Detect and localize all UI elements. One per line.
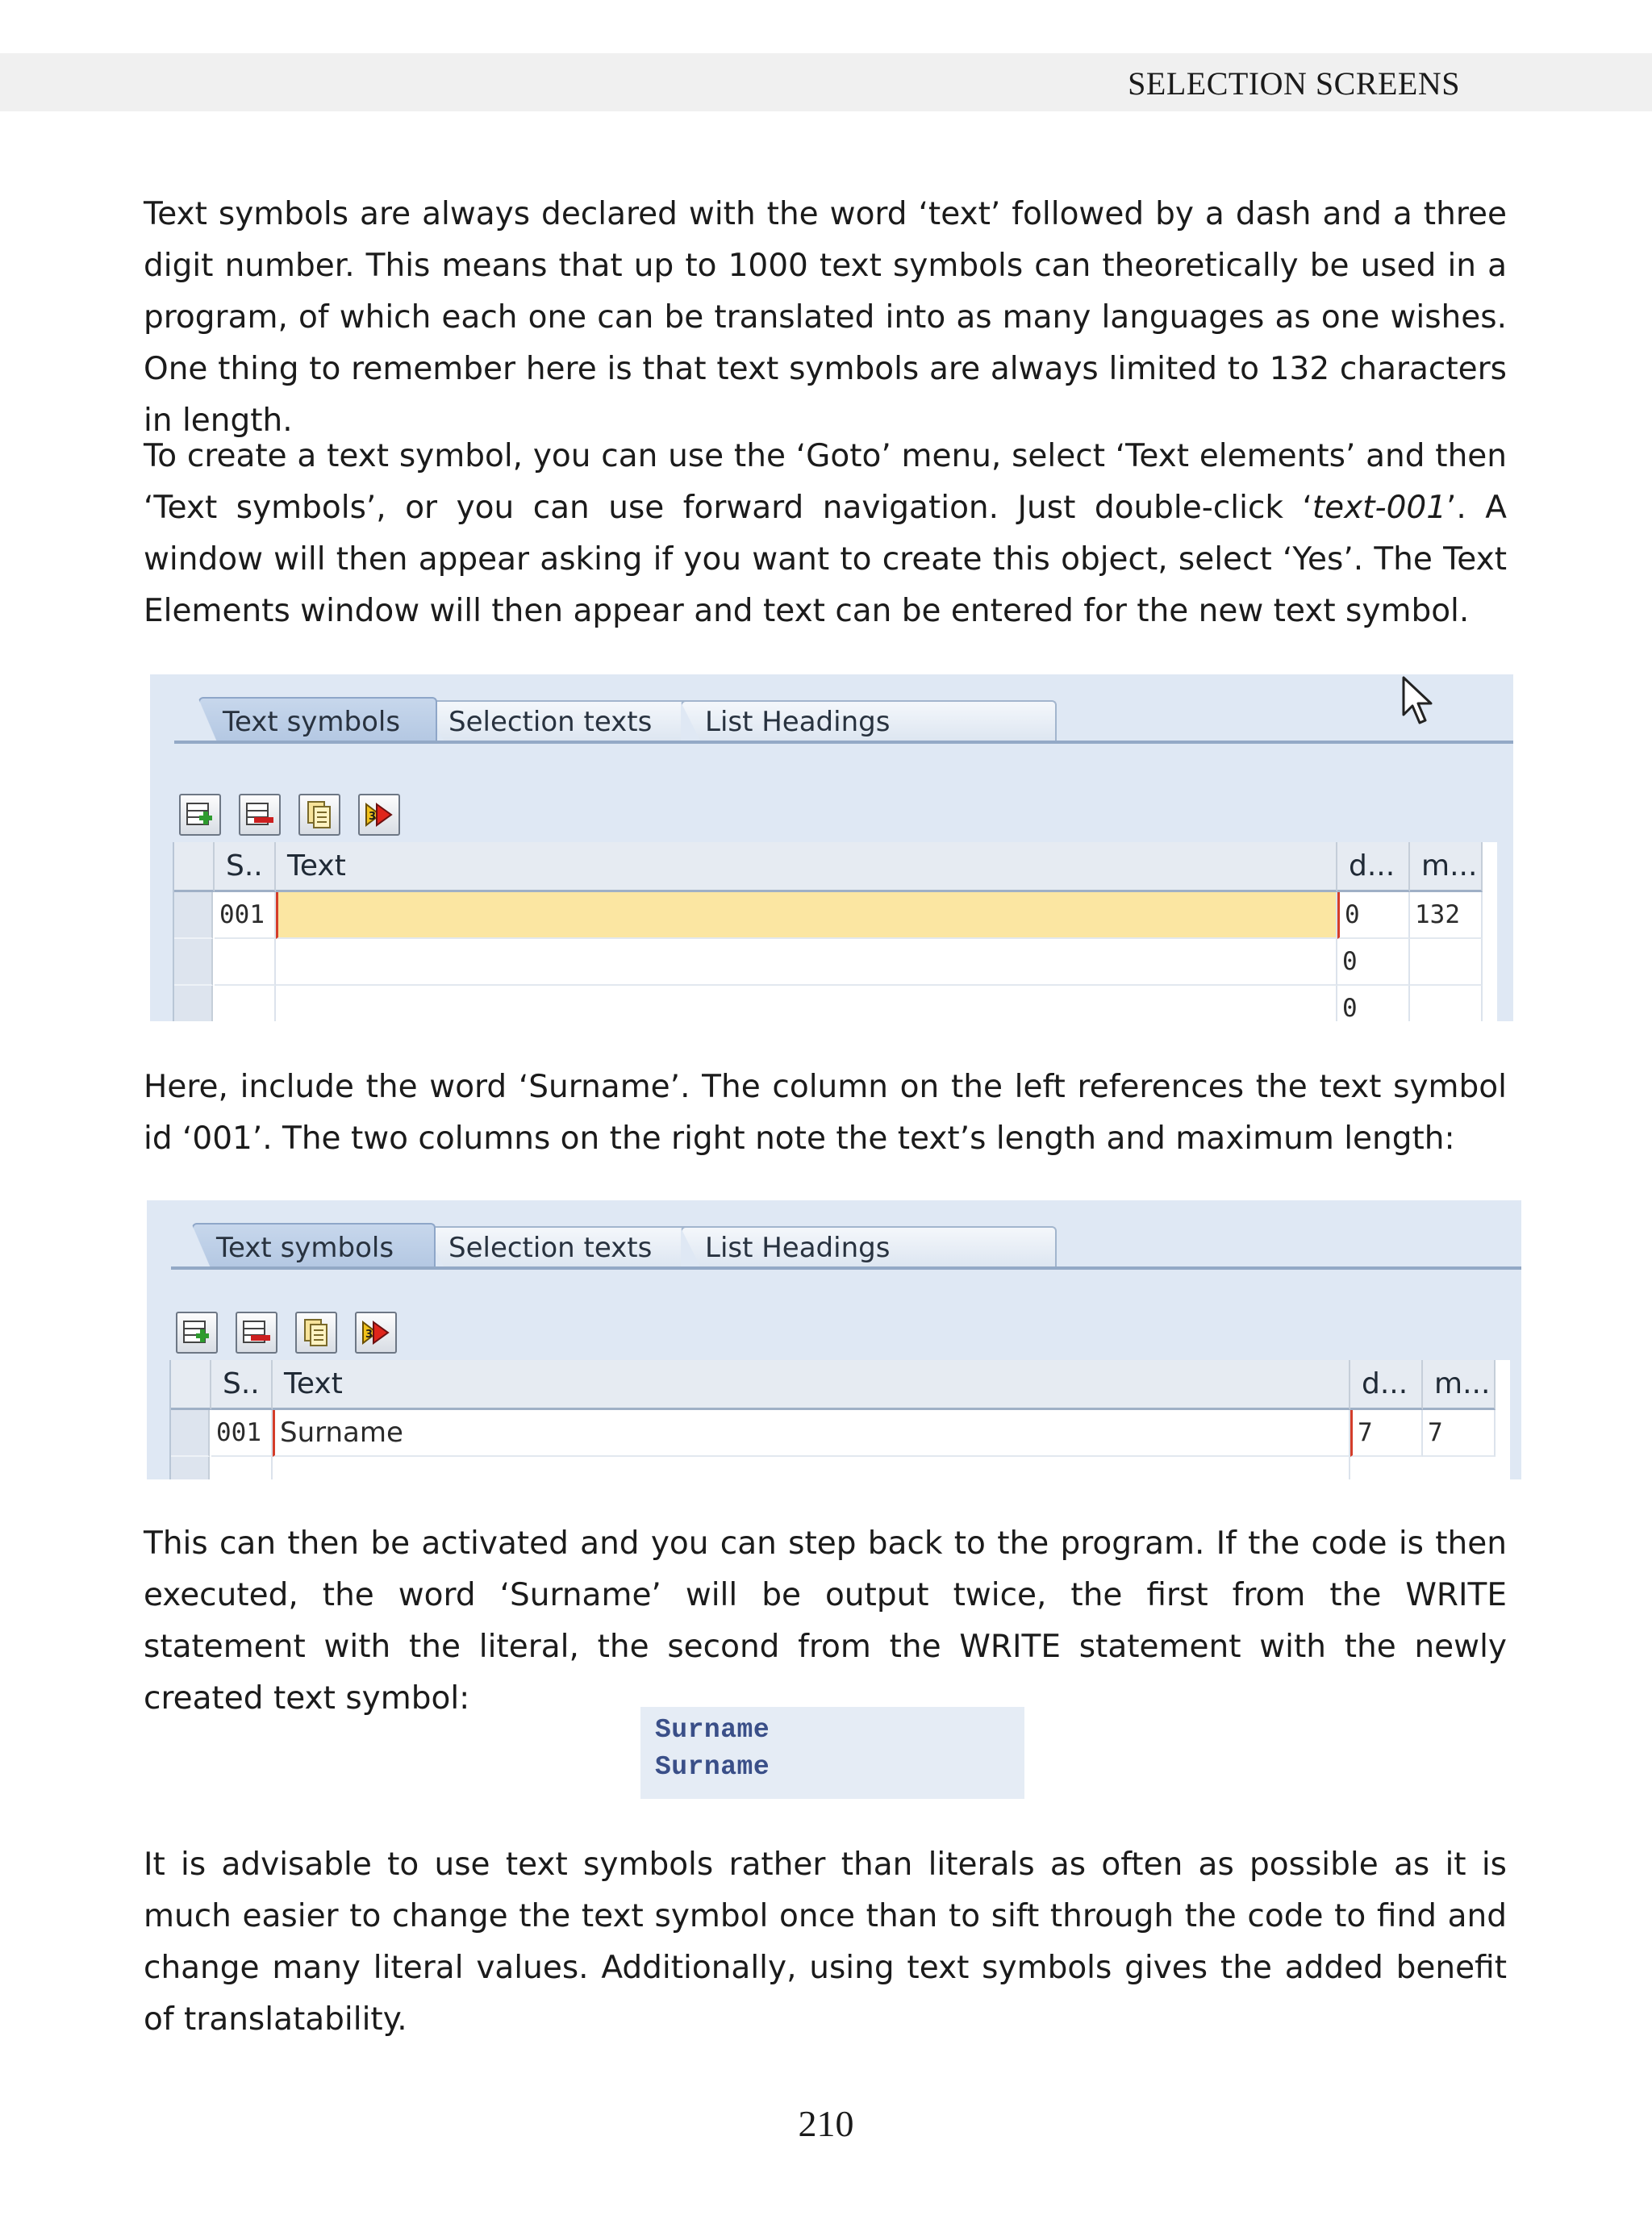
cell-max-length <box>1410 939 1483 986</box>
grid-corner <box>174 842 215 892</box>
paragraph-1: Text symbols are always declared with the word ‘text’ followed by a dash and a three digit number. This means that up to 1000 text symbols can theoretically be used in a program, of which each one can be translated into as many languages as one wishes. One thing to remember here is that text symbols are always limited to 132 characters in length. <box>144 196 1507 439</box>
running-head: SELECTION SCREENS <box>1128 65 1460 102</box>
output-line: Surname <box>655 1752 770 1782</box>
translate-icon <box>361 1317 391 1348</box>
svg-text:3: 3 <box>365 1329 373 1341</box>
cell-text-input[interactable] <box>276 939 1337 986</box>
row-selector[interactable] <box>174 892 213 939</box>
translate-icon <box>364 799 394 830</box>
cell-text-input[interactable] <box>276 986 1337 1021</box>
tabstrip <box>147 1200 1521 1268</box>
grid-corner <box>171 1360 211 1410</box>
delete-row-button[interactable] <box>239 794 281 836</box>
program-output <box>640 1707 1024 1799</box>
mouse-pointer-icon <box>1400 674 1437 728</box>
tab-text-symbols[interactable]: Text symbols <box>192 1223 436 1270</box>
tab-list-headings[interactable]: List Headings <box>681 1226 1057 1266</box>
cell-max-length <box>1410 986 1483 1021</box>
tab-text-symbols[interactable]: Text symbols <box>198 697 437 744</box>
row-selector[interactable] <box>171 1410 210 1457</box>
paragraph-5: It is advisable to use text symbols rather than literals as often as possible as it is much easier to change the text symbol once than to sift through the code to find and change many literal values. Additionally, using text symbols gives the added benefit of translatability. <box>144 1846 1507 2038</box>
row-selector[interactable] <box>171 1457 210 1479</box>
column-header-text[interactable]: Text <box>276 842 1337 892</box>
cell-length: 7 <box>1350 1410 1423 1457</box>
insert-row-icon <box>181 1317 212 1348</box>
delete-row-button[interactable] <box>236 1312 277 1354</box>
text-elements-screenshot-1 <box>150 674 1513 1021</box>
text-symbols-grid <box>169 1360 1510 1479</box>
cell-length: 0 <box>1337 986 1410 1021</box>
copy-button[interactable] <box>295 1312 337 1354</box>
cell-text-input[interactable] <box>276 892 1337 939</box>
insert-row-button[interactable] <box>176 1312 218 1354</box>
cell-symbol[interactable]: 001 <box>215 892 276 939</box>
insert-row-icon <box>185 799 215 830</box>
tab-underline <box>174 741 1513 744</box>
paragraph-2 <box>144 431 1507 637</box>
cell-symbol[interactable] <box>211 1457 273 1479</box>
tabstrip <box>150 674 1513 742</box>
page-number: 210 <box>798 2103 854 2144</box>
delete-row-icon <box>244 799 275 830</box>
tab-underline <box>171 1266 1521 1270</box>
paragraph-2-emphasis: text-001 <box>1312 490 1447 526</box>
text-symbols-grid <box>173 842 1497 1021</box>
row-selector[interactable] <box>174 939 213 986</box>
tab-selection-texts[interactable]: Selection texts <box>424 700 690 741</box>
cell-max-length: 132 <box>1410 892 1483 939</box>
translate-button[interactable] <box>358 794 400 836</box>
paragraph-2-part-b: ’. A window will then appear asking if you want to create this object, select ‘Yes’. The Text Elements window will then appear and text can be entered for the new text symbol. <box>144 490 1507 629</box>
copy-icon <box>304 799 335 830</box>
column-header-symbol[interactable]: S.. <box>211 1360 273 1410</box>
output-line: Surname <box>655 1715 770 1745</box>
cell-symbol[interactable]: 001 <box>211 1410 273 1457</box>
insert-row-button[interactable] <box>179 794 221 836</box>
cell-length: 0 <box>1337 939 1410 986</box>
paragraph-4: This can then be activated and you can step back to the program. If the code is then executed, the word ‘Surname’ will be output twice, the first from the WRITE statement with the literal, the second from the WRITE statement with the newly created text symbol: <box>144 1525 1507 1717</box>
cell-length: 0 <box>1337 892 1410 939</box>
copy-button[interactable] <box>298 794 340 836</box>
translate-button[interactable] <box>355 1312 397 1354</box>
tab-list-headings[interactable]: List Headings <box>681 700 1057 741</box>
cell-symbol[interactable] <box>215 939 276 986</box>
paragraph-3: Here, include the word ‘Surname’. The column on the left references the text symbol id ‘001’. The two columns on the right note the text’s length and maximum length: <box>144 1069 1507 1157</box>
paragraph-2-part-a: To create a text symbol, you can use the ‘Goto’ menu, select ‘Text elements’ and then ‘Text symbols’, or you can use forward navigation. Just double-click ‘ <box>144 438 1507 526</box>
row-selector[interactable] <box>174 986 213 1021</box>
cell-text-input[interactable]: Surname <box>273 1410 1350 1457</box>
cell-max-length: 7 <box>1423 1410 1496 1457</box>
column-header-max-length[interactable]: m... <box>1423 1360 1496 1410</box>
delete-row-icon <box>241 1317 272 1348</box>
column-header-text[interactable]: Text <box>273 1360 1350 1410</box>
column-header-length[interactable]: d... <box>1337 842 1410 892</box>
column-header-symbol[interactable]: S.. <box>215 842 276 892</box>
text-elements-screenshot-2 <box>147 1200 1521 1479</box>
column-header-max-length[interactable]: m... <box>1410 842 1483 892</box>
copy-icon <box>301 1317 332 1348</box>
svg-text:3: 3 <box>369 811 377 823</box>
cell-symbol[interactable] <box>215 986 276 1021</box>
cell-text-input[interactable] <box>273 1457 1350 1479</box>
column-header-length[interactable]: d... <box>1350 1360 1423 1410</box>
tab-selection-texts[interactable]: Selection texts <box>424 1226 690 1266</box>
